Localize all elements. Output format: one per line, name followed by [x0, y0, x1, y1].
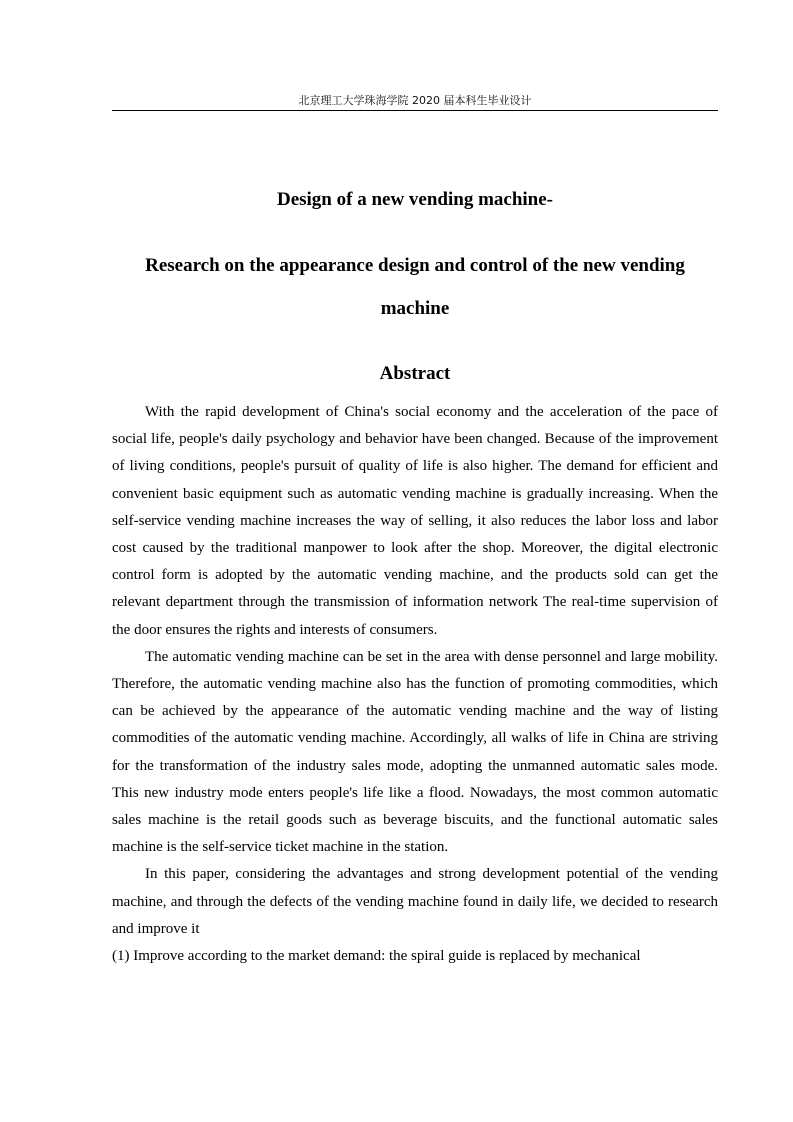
abstract-paragraph-2: The automatic vending machine can be set in the area with dense personnel and large mobility. Therefore, the automatic vending machine also has the function of promoting commodities, which can be achieved by the appearance of the automatic vending machine and the way of listing commodities of the automatic vending machine. Accordingly, all walks of life in China are striving for the transformation of the industry sales mode, adopting the unmanned automatic sales mode. This new industry mode enters people's life like a flood. Nowadays, the most common automatic sales machine is the retail goods such as beverage biscuits, and the functional automatic sales machine is the self-service ticket machine in the station. — [112, 648, 718, 856]
running-header: 北京理工大学珠海学院 2020 届本科生毕业设计 — [298, 94, 532, 107]
header-rule — [112, 110, 718, 111]
abstract-heading: Abstract — [379, 363, 451, 384]
abstract-list-item-1: (1) Improve according to the market demand: the spiral guide is replaced by mechanical — [112, 948, 641, 965]
abstract-paragraph-3: In this paper, considering the advantages and strong development potential of the vending machine, and through the defects of the vending machine found in daily life, we decided to research and improve it — [112, 866, 718, 937]
title-line-1: Design of a new vending machine- — [276, 189, 554, 210]
title-line-3: machine — [380, 298, 450, 319]
title-line-2: Research on the appearance design and control of the new vending — [145, 255, 685, 276]
abstract-body — [112, 399, 718, 970]
abstract-paragraph-1: With the rapid development of China's social economy and the acceleration of the pace of social life, people's daily psychology and behavior have been changed. Because of the improvement of living conditions, people's pursuit of quality of life is also higher. The demand for efficient and convenient basic equipment such as automatic vending machine is gradually increasing. When the self-service vending machine increases the way of selling, it also reduces the labor loss and labor cost caused by the traditional manpower to look after the shop. Moreover, the digital electronic control form is adopted by the automatic vending machine, and the products sold can get the relevant department through the transmission of information network The real-time supervision of the door ensures the rights and interests of consumers. — [112, 404, 718, 638]
